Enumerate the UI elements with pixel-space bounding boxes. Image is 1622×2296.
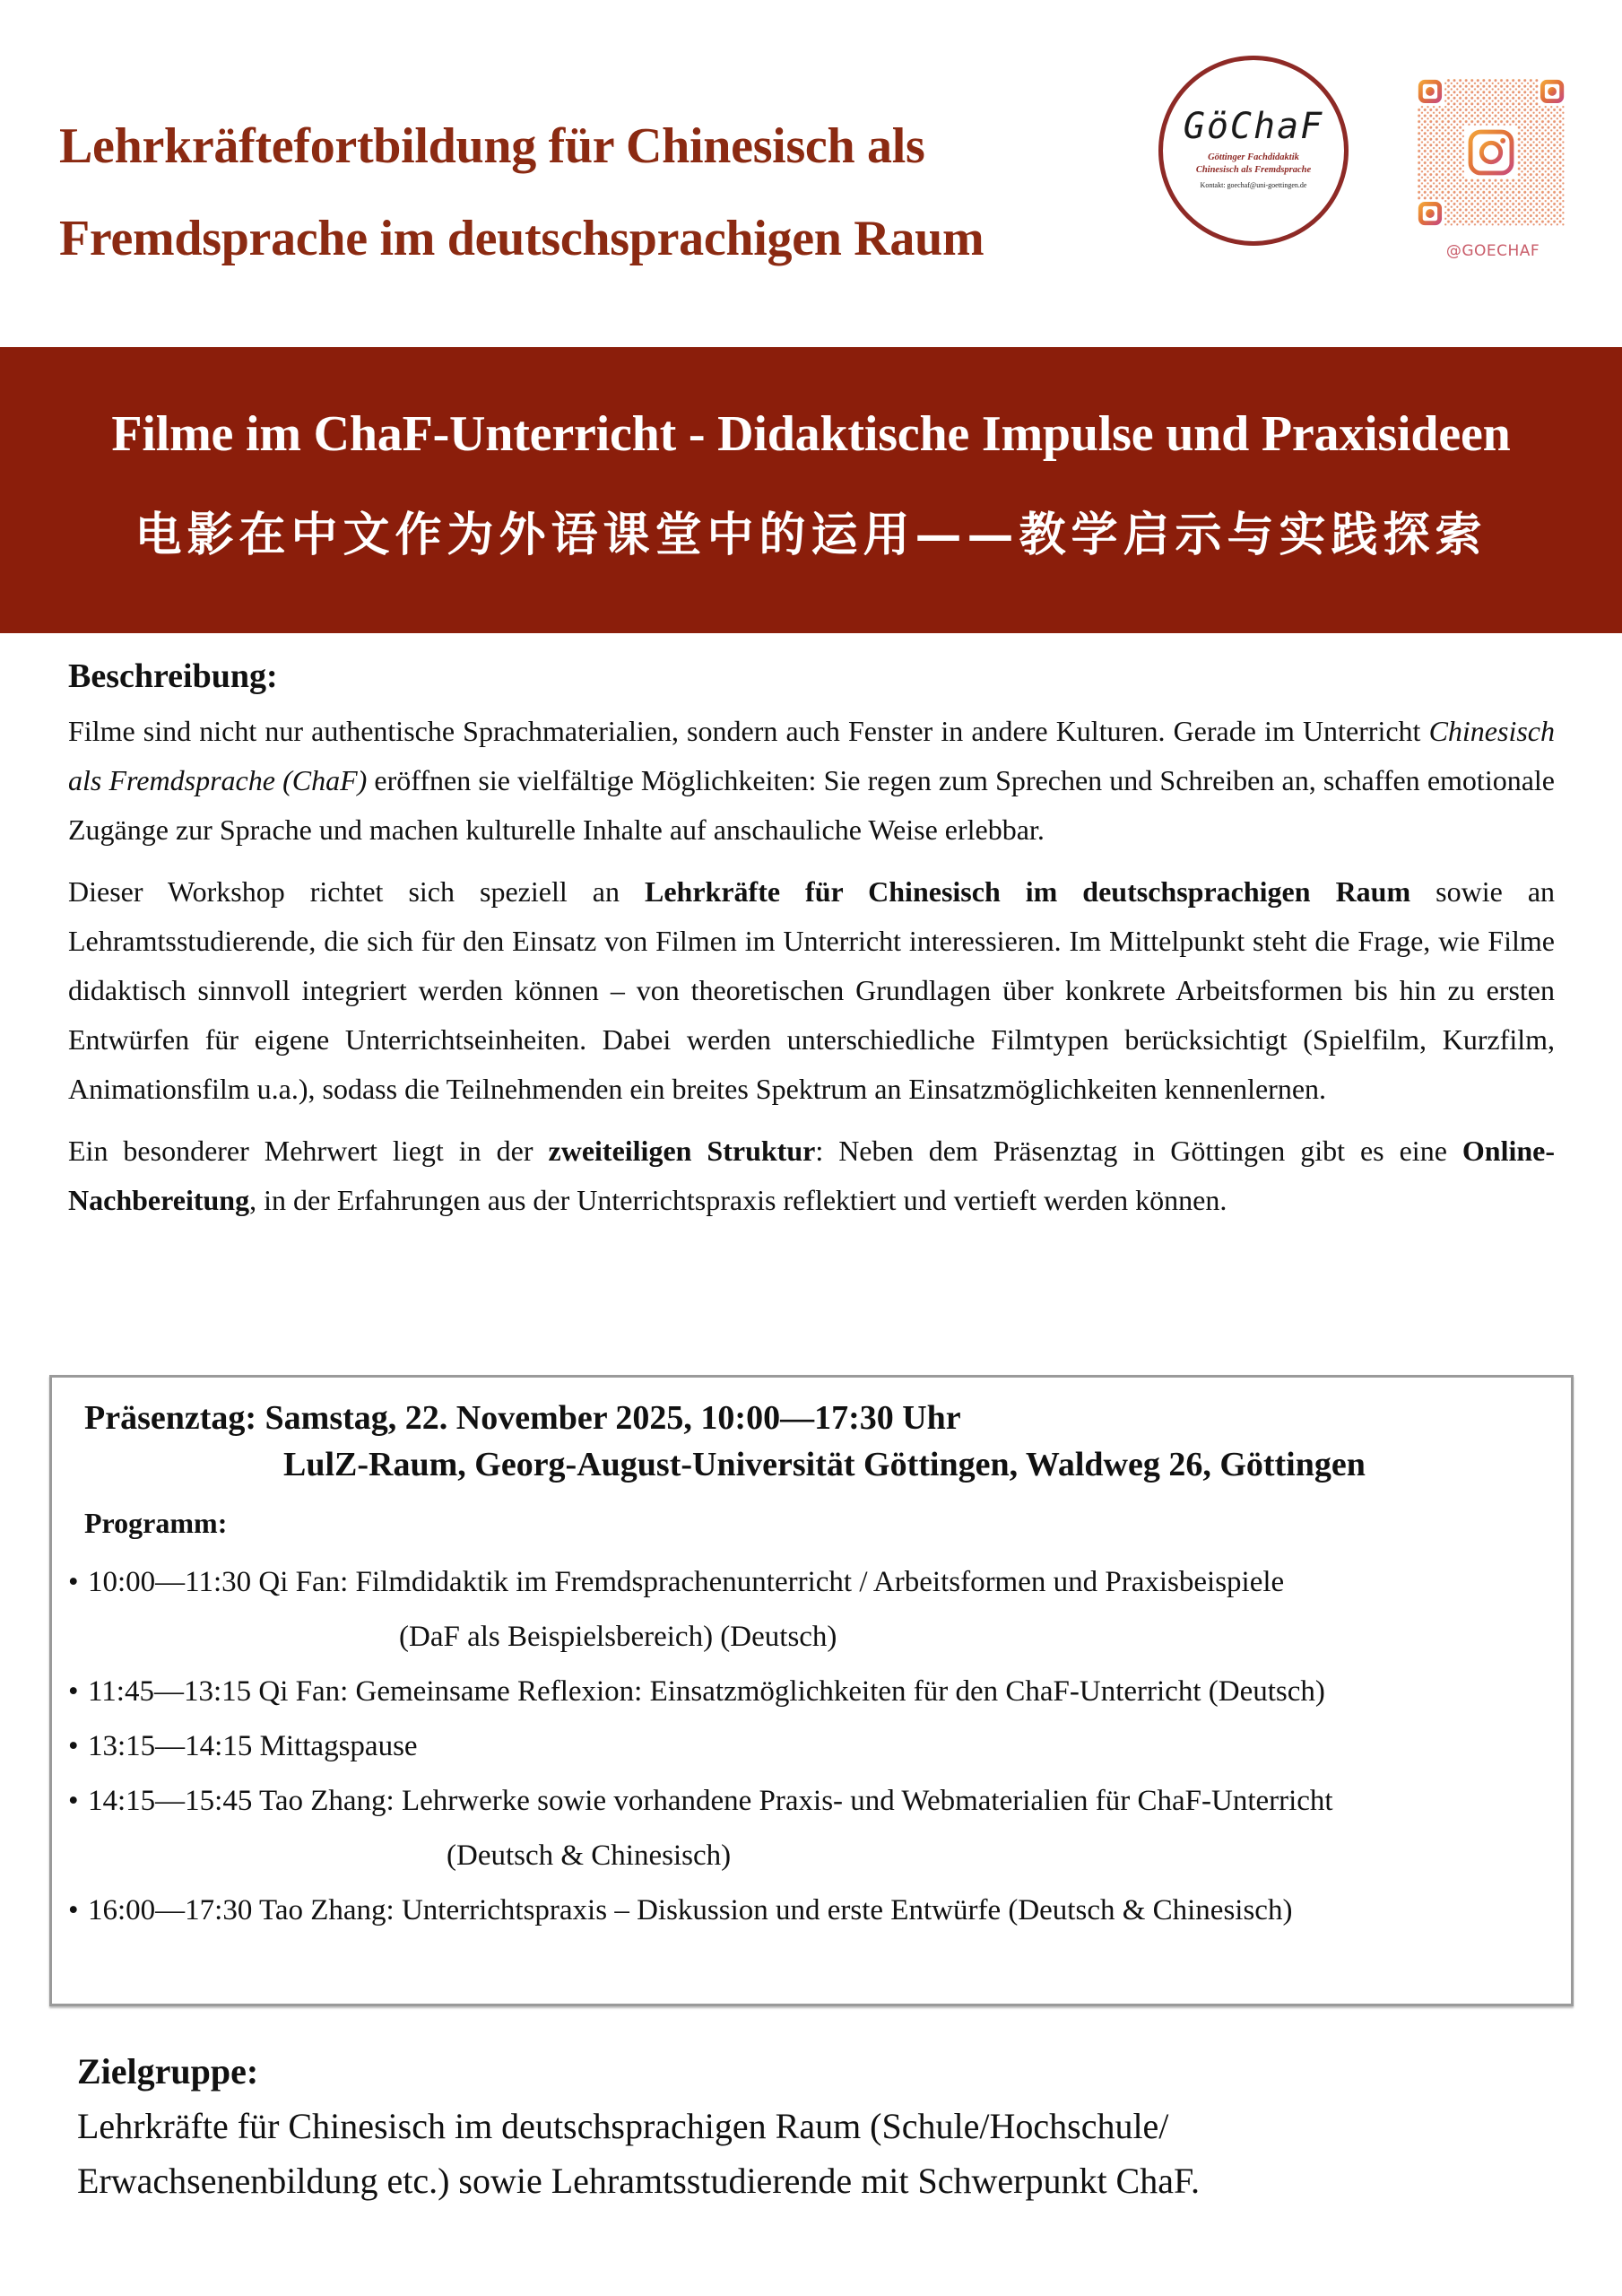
program-item-text: 11:45—13:15 Qi Fan: Gemeinsame Reflexion: Einsatzmöglichkeiten für den ChaF-Unterricht (Deutsch) xyxy=(88,1675,1325,1708)
bold-text: Online-Nachbereitung xyxy=(68,1135,1556,1216)
event-location: LulZ-Raum, Georg-August-Universität Göttingen, Waldweg 26, Göttingen xyxy=(283,1446,1366,1483)
banner-title-chinese: 电影在中文作为外语课堂中的运用——教学启示与实践探索 xyxy=(134,508,1488,562)
program-heading: Programm: xyxy=(84,1507,228,1539)
logo-subtitle xyxy=(1196,152,1311,177)
title-line-2: Fremdsprache im deutschsprachigen Raum xyxy=(59,211,984,266)
bold-text: Lehrkräfte für Chinesisch im deutschsprachigen Raum xyxy=(644,875,1411,908)
text: sowie an Lehramtsstudierende, die sich für den Einsatz von Filmen im Unterricht interessieren. Im Mittelpunkt steht die Frage, wie Filme didaktisch sinnvoll integriert werden können – von theoretischen Grundlagen über konkrete Arbeitsformen bis hin zu ersten Entwürfen für eigene Unterrichtseinheiten. Dabei werden unterschiedliche Filmtypen berücksichtigt (Spielfilm, Kurzfilm, Animationsfilm u.a.), sodass die Teilnehmenden ein breites Spektrum an Einsatzmöglichkeiten kennenlernen. xyxy=(68,875,1556,1105)
page-title xyxy=(59,100,1117,285)
program-item-continuation: (Deutsch & Chinesisch) xyxy=(447,1839,732,1872)
program-item xyxy=(68,1883,1557,1938)
logo-contact: Kontakt: goechaf@uni-goettingen.de xyxy=(1200,181,1307,189)
target-group-heading: Zielgruppe: xyxy=(77,2051,259,2092)
goechaf-logo xyxy=(1158,56,1349,246)
description-paragraph-1 xyxy=(68,707,1555,855)
description-paragraph-2 xyxy=(68,867,1555,1114)
instagram-handle: @GOECHAF xyxy=(1445,242,1540,260)
qr-code-graphic xyxy=(1417,79,1566,226)
description-paragraph-3 xyxy=(68,1126,1555,1225)
text: Ein besonderer Mehrwert liegt in der xyxy=(68,1135,549,1167)
text: eröffnen sie vielfältige Möglichkeiten: Sie regen zum Sprechen und Schreiben an, schaffen emotionale Zugänge zur Sprache und machen kulturelle Inhalte auf anschauliche Weise erlebbar. xyxy=(68,764,1556,846)
text: Dieser Workshop richtet sich speziell an xyxy=(68,875,645,908)
italic-text: Chinesisch als Fremdsprache (ChaF) xyxy=(68,715,1555,796)
program-item-continuation: (DaF als Beispielsbereich) (Deutsch) xyxy=(399,1621,837,1653)
logo-subtitle-line-1: Göttinger Fachdidaktik xyxy=(1208,152,1299,162)
program-box xyxy=(49,1375,1574,2006)
program-item xyxy=(68,1774,1557,1883)
target-group-line-1: Lehrkräfte für Chinesisch im deutschsprachigen Raum (Schule/Hochschule/ xyxy=(77,2106,1169,2146)
program-item-text: 10:00—11:30 Qi Fan: Filmdidaktik im Fremdsprachenunterricht / Arbeitsformen und Praxisbeispiele xyxy=(88,1566,1285,1598)
program-list xyxy=(68,1555,1557,1938)
text: , in der Erfahrungen aus der Unterrichtspraxis reflektiert und vertieft werden können. xyxy=(249,1184,1227,1216)
program-item xyxy=(68,1555,1557,1665)
text: : Neben dem Präsenztag in Göttingen gibt es eine xyxy=(815,1135,1462,1167)
title-banner xyxy=(0,347,1622,633)
logo-wordmark: GöChaF xyxy=(1183,106,1324,147)
program-item xyxy=(68,1719,1557,1774)
program-item-text: 13:15—14:15 Mittagspause xyxy=(88,1730,418,1762)
bold-text: zweiteiligen Struktur xyxy=(548,1135,816,1167)
target-group-line-2: Erwachsenenbildung etc.) sowie Lehramtsstudierende mit Schwerpunkt ChaF. xyxy=(77,2161,1201,2201)
title-line-1: Lehrkräftefortbildung für Chinesisch als xyxy=(59,118,925,174)
program-item-text: 16:00—17:30 Tao Zhang: Unterrichtspraxis – Diskussion und erste Entwürfe (Deutsch & Chinesisch) xyxy=(88,1894,1293,1926)
event-date: Präsenztag: Samstag, 22. November 2025, 10:00—17:30 Uhr xyxy=(84,1399,961,1437)
program-item xyxy=(68,1665,1557,1719)
instagram-qr-code-icon[interactable] xyxy=(1417,79,1566,226)
target-group-text xyxy=(77,2099,1557,2208)
text: Filme sind nicht nur authentische Sprachmaterialien, sondern auch Fenster in andere Kulturen. Gerade im Unterricht xyxy=(68,715,1429,747)
target-group-section xyxy=(77,2047,1557,2208)
logo-subtitle-line-2: Chinesisch als Fremdsprache xyxy=(1195,165,1312,175)
program-item-text: 14:15—15:45 Tao Zhang: Lehrwerke sowie vorhandene Praxis- und Webmaterialien für ChaF-Unterricht xyxy=(88,1785,1333,1817)
banner-title-german: Filme im ChaF-Unterricht - Didaktische Impulse und Praxisideen xyxy=(111,406,1511,462)
description-heading: Beschreibung: xyxy=(68,657,278,695)
description-section xyxy=(68,655,1555,1225)
